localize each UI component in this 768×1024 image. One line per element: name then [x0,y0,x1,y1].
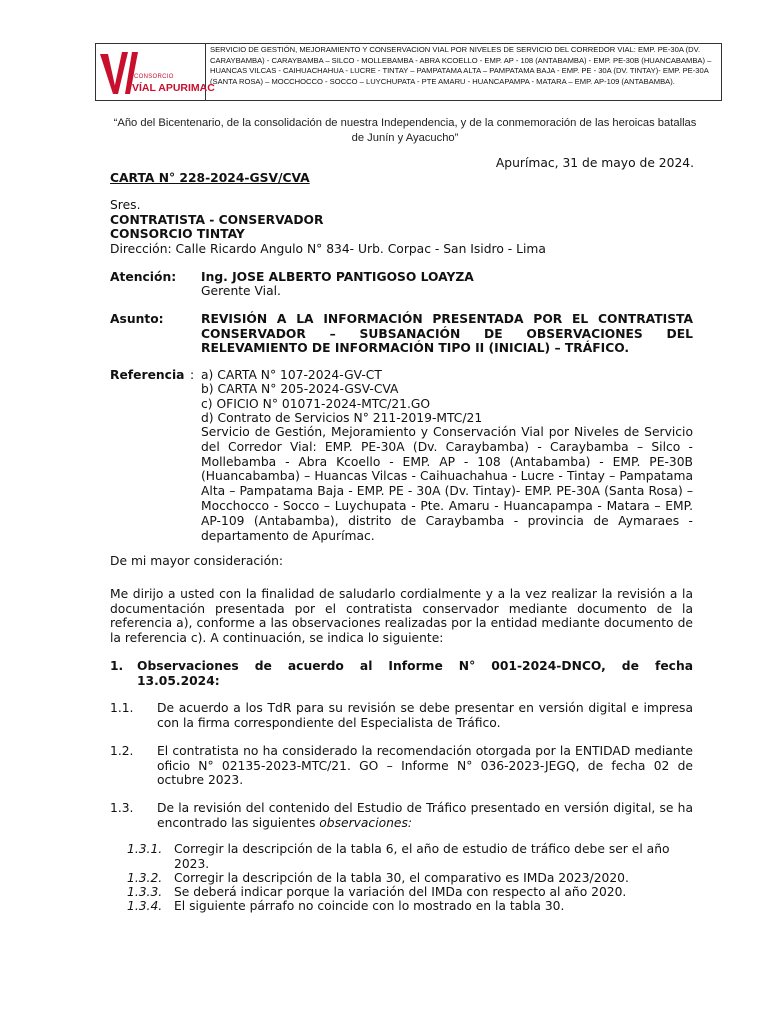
section-1-title: Observaciones de acuerdo al Informe N° 001-2024-DNCO, de fecha 13.05.2024: [137,659,693,688]
subitem-1-3-3-text: Se deberá indicar porque la variación del IMDa con respecto al año 2020. [174,885,627,899]
recipient-role: CONTRATISTA - CONSERVADOR [110,213,324,227]
greeting: De mi mayor consideración: [110,554,284,568]
item-1-1-number: 1.1. [110,701,134,715]
reference-colon: : [190,368,195,382]
reference-item-d: d) Contrato de Servicios N° 211-2019-MTC/21 [201,411,483,425]
attention-name: Ing. JOSE ALBERTO PANTIGOSO LOAYZA [201,270,474,284]
year-motto: “Año del Bicentenario, de la consolidación de nuestra Independencia, y de la conmemoración de las heroicas batallas de Junín y Ayacucho” [113,117,697,144]
item-1-3-number: 1.3. [110,801,134,815]
subitem-1-3-2-text: Corregir la descripción de la tabla 30, el comparativo es IMDa 2023/2020. [174,871,629,885]
company-logo [96,44,215,100]
subject-text [201,312,693,356]
item-1-3-text: De la revisión del contenido del Estudio de Tráfico presentado en versión digital, se ha encontrado las siguientes observaciones: [157,801,693,830]
subject-line-1: REVISIÓN A LA INFORMACIÓN PRESENTADA POR EL CONTRATISTA [201,312,693,326]
salutation: Sres. [110,198,141,212]
letter-number: CARTA N° 228-2024-GSV/CVA [110,171,310,185]
reference-item-a: a) CARTA N° 107-2024-GV-CT [201,368,382,382]
reference-label: Referencia [110,368,185,382]
item-1-2-number: 1.2. [110,744,134,758]
observaciones-emphasis: observaciones: [319,815,413,830]
reference-item-c: c) OFICIO N° 01071-2024-MTC/21.GO [201,397,431,411]
subitem-1-3-4-text: El siguiente párrafo no coincide con lo mostrado en la tabla 30. [174,899,565,913]
section-1-number: 1. [110,659,124,673]
subject-line-3: RELEVAMIENTO DE INFORMACIÓN TIPO II (INICIAL) – TRÁFICO. [201,341,630,356]
intro-paragraph: Me dirijo a usted con la finalidad de saludarlo cordialmente y a la vez realizar la revisión a la documentación presentada por el contratista conservador mediante documento de la referencia a), conforme a las observaciones realizadas por la entidad mediante documento de la referencia c). A continuación, se indica lo siguiente: [110,587,693,645]
subitem-1-3-1-text: Corregir la descripción de la tabla 6, el año de estudio de tráfico debe ser el año 2023. [174,842,670,871]
subject-label: Asunto: [110,312,164,326]
logo-consorcio-text: CONSORCIO [134,74,174,80]
attention-label: Atención: [110,270,177,284]
header-service-description: SERVICIO DE GESTIÓN, MEJORAMIENTO Y CONSERVACION VIAL POR NIVELES DE SERVICIO DEL CORREDOR VIAL: EMP. PE-30A (DV. CARAYBAMBA) - CARAYBAMBA – SILCO - MOLLEBAMBA - ABRA KCOELLO - EMP. AP - 108 (ANTABAMBA) - EMP. PE-30B (HUANCABAMBA) – HUANCAS VILCAS - CAIHUACHAHUA - LUCRE - TINTAY – PAMPATAMA ALTA – PAMPATAMA BAJA - EMP. PE - 30A (DV. TINTAY)- EMP. PE-30A (SANTA ROSA) – MOCCHOCCO - SOCCO – LUYCHUPATA - PTE AMARU - HUANCAPAMPA - MATARA – EMP. AP-109 (ANTABAMBA). [210,45,712,86]
attention-title: Gerente Vial. [201,284,281,298]
subitem-1-3-2-number: 1.3.2. [127,871,163,885]
logo-brand-text: VÍAL APURIMAC [132,82,215,94]
reference-service-description: Servicio de Gestión, Mejoramiento y Conservación Vial por Niveles de Servicio del Corredor Vial: EMP. PE-30A (Dv. Caraybamba) - Caraybamba – Silco - Mollebamba - Abra Kcoello - EMP. AP - 108 (Antabamba) - EMP. PE-30B (Huancabamba) – Huancas Vilcas - Caihuachahua - Lucre - Tintay – Pampatama Alta – Pampatama Baja - EMP. PE - 30A (Dv. Tintay)- EMP. PE-30A (Santa Rosa) – Mocchocco - Socco – Luychupata - Pte. Amaru - Huancapampa - Matara – EMP. AP-109 (Antabamba), distrito de Caraybamba - provincia de Aymaraes - departamento de Apurímac. [201,425,693,543]
recipient-address: Dirección: Calle Ricardo Angulo N° 834- Urb. Corpac - San Isidro - Lima [110,242,546,256]
subitem-1-3-1-number: 1.3.1. [127,842,163,856]
subitem-1-3-3-number: 1.3.3. [127,885,163,899]
reference-item-b: b) CARTA N° 205-2024-GSV-CVA [201,382,399,396]
letter-date: Apurímac, 31 de mayo de 2024. [495,156,694,170]
letterhead [95,43,722,101]
recipient-company: CONSORCIO TINTAY [110,227,245,241]
subitem-1-3-4-number: 1.3.4. [127,899,163,913]
subject-line-2: CONSERVADOR – SUBSANACIÓN DE OBSERVACIONES DEL [201,326,693,341]
item-1-2-text: El contratista no ha considerado la recomendación otorgada por la ENTIDAD mediante oficio N° 02135-2023-MTC/21. GO – Informe N° 036-2023-JEGQ, de fecha 02 de octubre 2023. [157,744,693,788]
item-1-1-text: De acuerdo a los TdR para su revisión se debe presentar en versión digital e impresa con la firma correspondiente del Especialista de Tráfico. [157,701,693,730]
